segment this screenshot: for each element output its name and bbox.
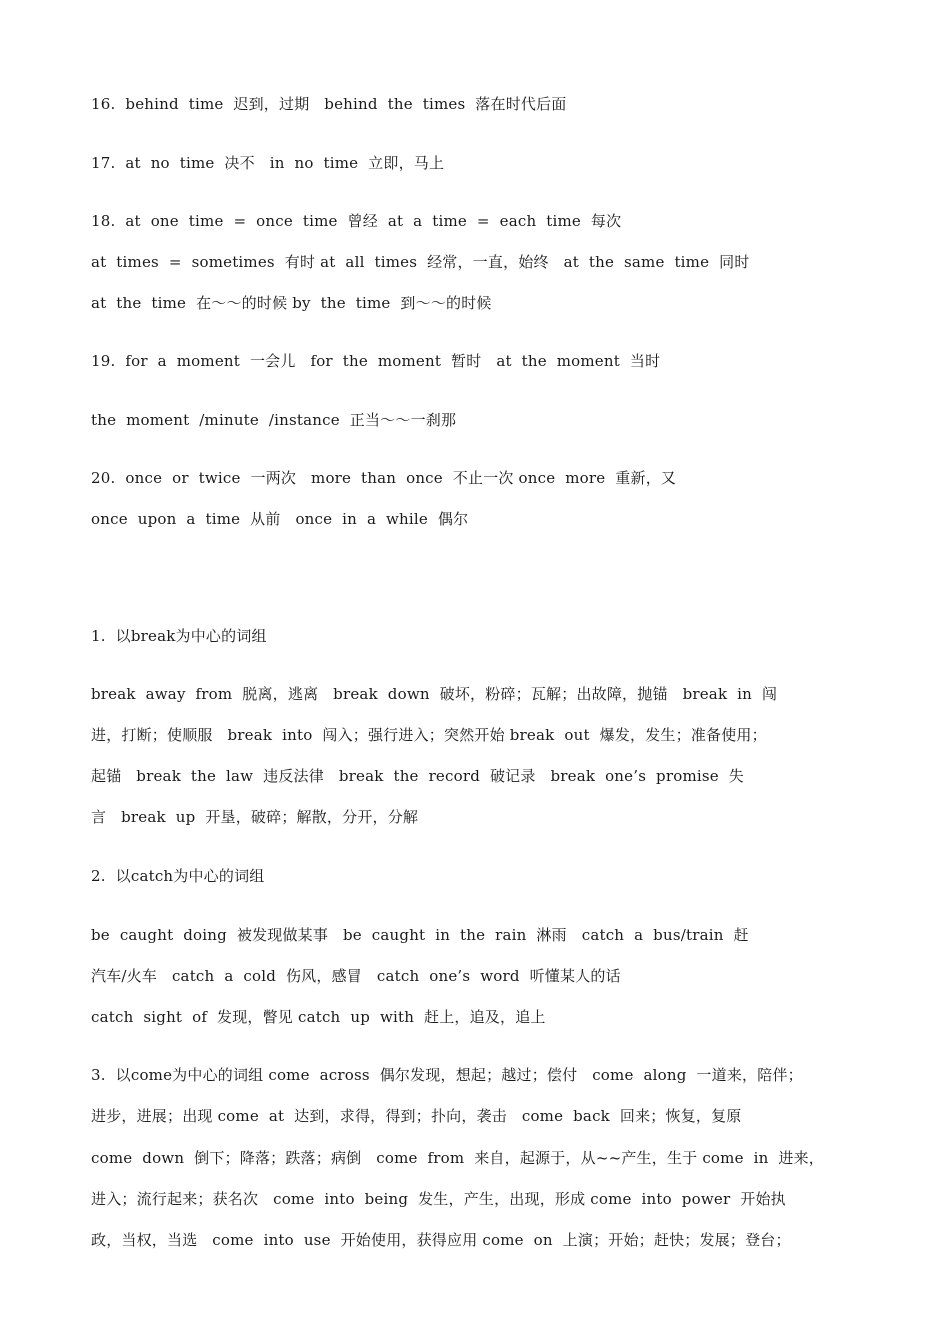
text-line: 汽车/火车 catch a cold 伤风，感冒 catch one’s word 听懂某人的话 xyxy=(91,967,621,985)
text-line: catch sight of 发现，瞥见 catch up with 赶上，追及，追上 xyxy=(91,1008,546,1026)
text-line: 19. for a moment 一会儿 for the moment 暂时 at the moment 当时 xyxy=(91,352,661,370)
section-heading: 3. 以come为中心的词组 come across 偶尔发现，想起；越过；偿付 come along 一道来，陪伴； xyxy=(91,1066,803,1084)
section-heading: 1. 以break为中心的词组 xyxy=(91,627,267,645)
text-line: 18. at one time = once time 曾经 at a time = each time 每次 xyxy=(91,212,622,230)
text-line: once upon a time 从前 once in a while 偶尔 xyxy=(91,510,469,528)
text-line: the moment /minute /instance 正当～～一刹那 xyxy=(91,411,457,429)
section-heading: 2. 以catch为中心的词组 xyxy=(91,867,265,885)
text-line: come down 倒下；降落；跌落；病倒 come from 来自，起源于，从~~产生，生于 come in 进来， xyxy=(91,1149,824,1167)
text-line: 起锚 break the law 违反法律 break the record 破记录 break one’s promise 失 xyxy=(91,767,744,785)
text-line: 进，打断；使顺服 break into 闯入；强行进入；突然开始 break out 爆发，发生；准备使用； xyxy=(91,726,767,744)
text-line: 17. at no time 决不 in no time 立即，马上 xyxy=(91,154,445,172)
text-line: 进步，进展；出现 come at 达到，求得，得到；扑向，袭击 come back 回来；恢复，复原 xyxy=(91,1107,742,1125)
text-line: at times = sometimes 有时 at all times 经常，一直，始终 at the same time 同时 xyxy=(91,253,750,271)
text-line: be caught doing 被发现做某事 be caught in the rain 淋雨 catch a bus/train 赶 xyxy=(91,926,749,944)
text-line: at the time 在～～的时候 by the time 到～～的时候 xyxy=(91,294,492,312)
text-line: 言 break up 开垦，破碎；解散，分开，分解 xyxy=(91,808,419,826)
text-line: 16. behind time 迟到，过期 behind the times 落在时代后面 xyxy=(91,95,567,113)
text-line: 20. once or twice 一两次 more than once 不止一次 once more 重新，又 xyxy=(91,469,677,487)
text-line: 政，当权，当选 come into use 开始使用，获得应用 come on 上演；开始；赶快；发展；登台； xyxy=(91,1231,791,1249)
text-line: break away from 脱离，逃离 break down 破坏，粉碎；瓦解；出故障，抛锚 break in 闯 xyxy=(91,685,778,703)
text-line: 进入；流行起来；获名次 come into being 发生，产生，出现，形成 come into power 开始执 xyxy=(91,1190,786,1208)
